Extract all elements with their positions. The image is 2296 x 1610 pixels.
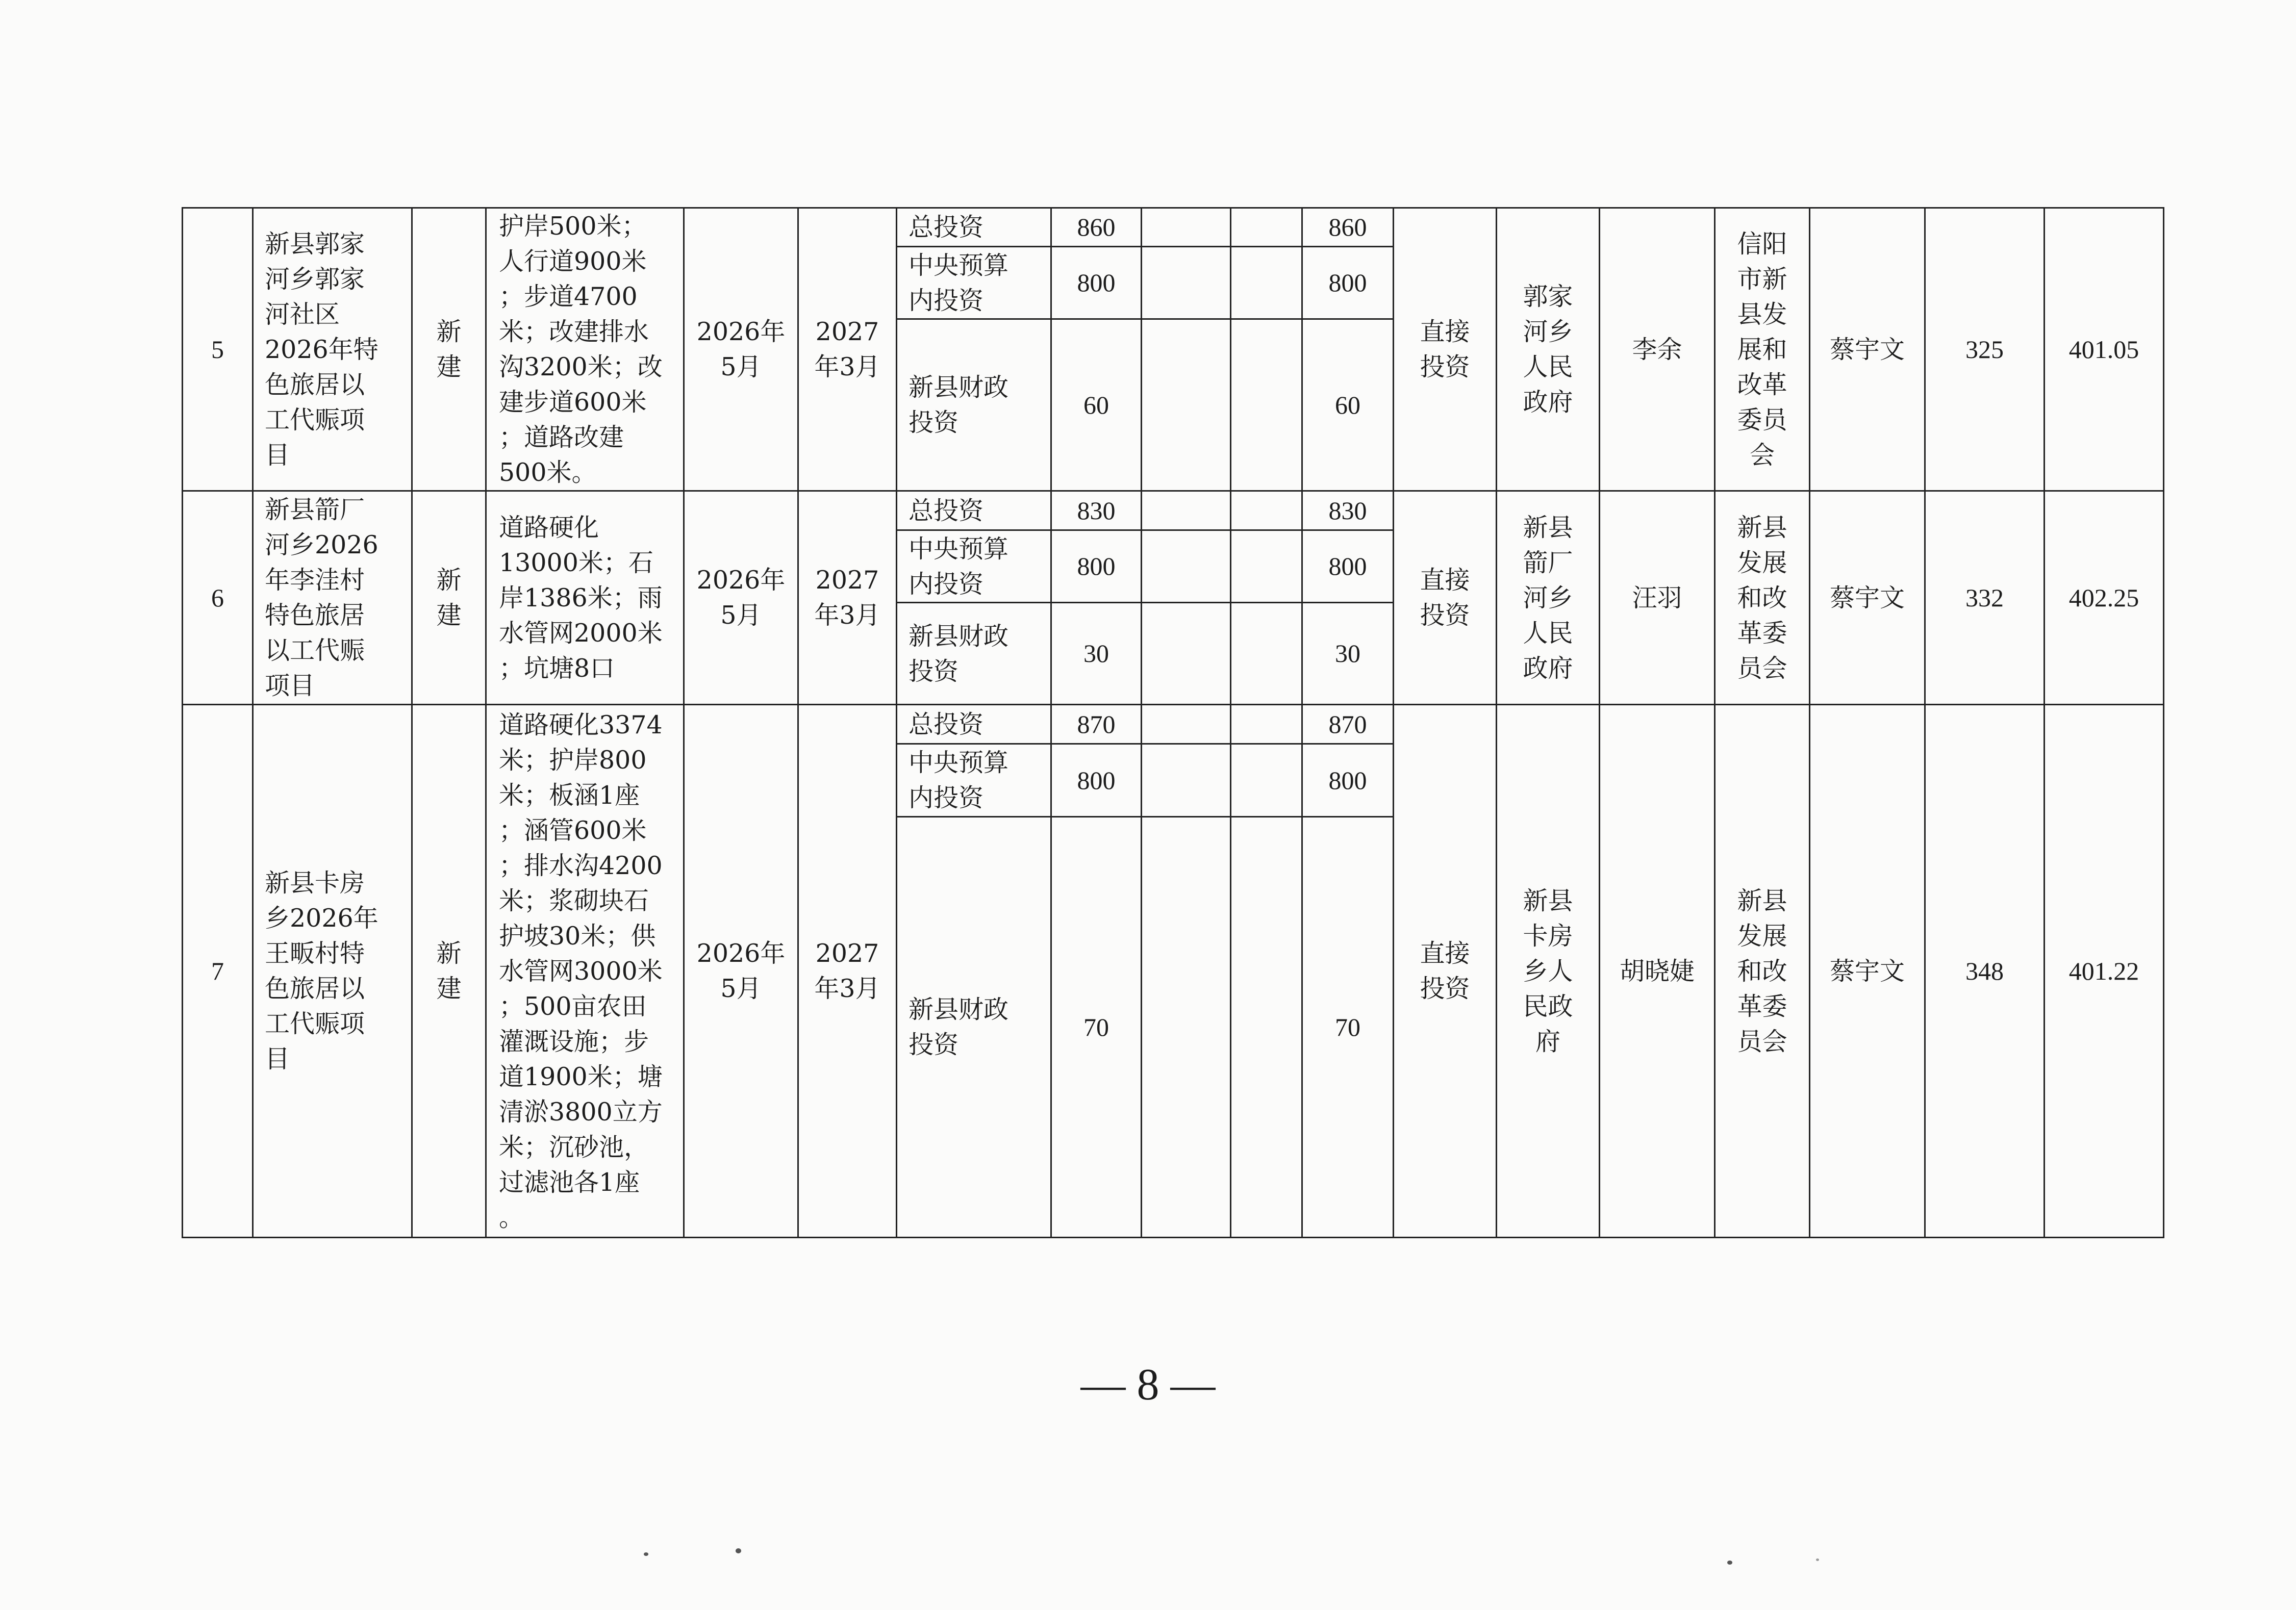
value-b: 401.05 (2045, 208, 2164, 491)
supervising-person: 蔡宇文 (1810, 208, 1925, 491)
fund-value (1142, 208, 1231, 247)
scan-speck (1727, 1561, 1732, 1565)
fund-value (1231, 247, 1302, 319)
fund-value: 30 (1302, 603, 1394, 705)
fund-value (1142, 530, 1231, 603)
fund-value (1142, 817, 1231, 1238)
value-a: 325 (1925, 208, 2045, 491)
table-row (183, 208, 2164, 247)
fund-value: 60 (1051, 319, 1142, 491)
fund-label: 中央预算 内投资 (897, 744, 1051, 817)
fund-value (1142, 491, 1231, 530)
fund-value (1231, 530, 1302, 603)
fund-value (1231, 603, 1302, 705)
scan-speck (644, 1552, 648, 1556)
construction-content: 道路硬化 13000米；石 岸1386米；雨 水管网2000米 ；坑塘8口 (486, 491, 684, 705)
fund-value: 800 (1051, 530, 1142, 603)
fund-value: 70 (1302, 817, 1394, 1238)
construction-type: 新 建 (412, 705, 486, 1238)
fund-label: 中央预算 内投资 (897, 530, 1051, 603)
responsible-person: 汪羽 (1600, 491, 1715, 705)
start-date: 2026年 5月 (684, 705, 798, 1238)
fund-value (1231, 491, 1302, 530)
row-number: 5 (183, 208, 253, 491)
project-name: 新县卡房 乡2026年 王畈村特 色旅居以 工代赈项 目 (253, 705, 412, 1238)
investment-method: 直接 投资 (1394, 491, 1497, 705)
table-row (183, 491, 2164, 530)
end-date: 2027 年3月 (798, 705, 897, 1238)
supervising-unit: 新县 发展 和改 革委 员会 (1715, 705, 1810, 1238)
value-b: 401.22 (2045, 705, 2164, 1238)
implementing-unit: 新县 卡房 乡人 民政 府 (1497, 705, 1600, 1238)
fund-label: 总投资 (897, 491, 1051, 530)
fund-label: 新县财政 投资 (897, 319, 1051, 491)
implementing-unit: 新县 箭厂 河乡 人民 政府 (1497, 491, 1600, 705)
construction-content: 护岸500米； 人行道900米 ；步道4700 米；改建排水 沟3200米；改 建步道600米 ；道路改建 500米。 (486, 208, 684, 491)
fund-value: 800 (1051, 744, 1142, 817)
page-number: — 8 — (1080, 1360, 1216, 1410)
fund-value: 800 (1302, 744, 1394, 817)
implementing-unit: 郭家 河乡 人民 政府 (1497, 208, 1600, 491)
fund-value (1231, 208, 1302, 247)
investment-method: 直接 投资 (1394, 208, 1497, 491)
fund-value (1142, 705, 1231, 744)
fund-value: 830 (1051, 491, 1142, 530)
project-table (182, 207, 2164, 1238)
fund-label: 新县财政 投资 (897, 603, 1051, 705)
construction-content: 道路硬化3374 米；护岸800 米；板涵1座 ；涵管600米 ；排水沟4200 米；浆砌块石 护坡30米；供 水管网3000米 ；500亩农田 灌溉设施；步 道1900米；塘 清淤3800立方 米；沉砂池， 过滤池各1座 。 (486, 705, 684, 1238)
fund-value: 830 (1302, 491, 1394, 530)
project-name: 新县郭家 河乡郭家 河社区 2026年特 色旅居以 工代赈项 目 (253, 208, 412, 491)
start-date: 2026年 5月 (684, 491, 798, 705)
fund-value (1231, 705, 1302, 744)
supervising-person: 蔡宇文 (1810, 491, 1925, 705)
end-date: 2027 年3月 (798, 208, 897, 491)
row-number: 7 (183, 705, 253, 1238)
fund-label: 中央预算 内投资 (897, 247, 1051, 319)
value-a: 348 (1925, 705, 2045, 1238)
end-date: 2027 年3月 (798, 491, 897, 705)
fund-value (1231, 319, 1302, 491)
fund-value (1231, 817, 1302, 1238)
fund-value (1142, 744, 1231, 817)
supervising-person: 蔡宇文 (1810, 705, 1925, 1238)
fund-value (1231, 744, 1302, 817)
value-a: 332 (1925, 491, 2045, 705)
fund-value: 870 (1051, 705, 1142, 744)
fund-value (1142, 603, 1231, 705)
fund-label: 总投资 (897, 705, 1051, 744)
responsible-person: 李余 (1600, 208, 1715, 491)
fund-value: 800 (1051, 247, 1142, 319)
fund-label: 总投资 (897, 208, 1051, 247)
responsible-person: 胡晓婕 (1600, 705, 1715, 1238)
fund-value: 800 (1302, 247, 1394, 319)
construction-type: 新 建 (412, 491, 486, 705)
project-name: 新县箭厂 河乡2026 年李洼村 特色旅居 以工代赈 项目 (253, 491, 412, 705)
construction-type: 新 建 (412, 208, 486, 491)
fund-value: 70 (1051, 817, 1142, 1238)
fund-value: 60 (1302, 319, 1394, 491)
fund-value: 30 (1051, 603, 1142, 705)
fund-value (1142, 319, 1231, 491)
investment-method: 直接 投资 (1394, 705, 1497, 1238)
row-number: 6 (183, 491, 253, 705)
start-date: 2026年 5月 (684, 208, 798, 491)
table-row (183, 705, 2164, 744)
scan-speck (736, 1548, 741, 1553)
fund-value: 860 (1051, 208, 1142, 247)
fund-value: 860 (1302, 208, 1394, 247)
fund-value: 870 (1302, 705, 1394, 744)
supervising-unit: 新县 发展 和改 革委 员会 (1715, 491, 1810, 705)
fund-label: 新县财政 投资 (897, 817, 1051, 1238)
fund-value: 800 (1302, 530, 1394, 603)
value-b: 402.25 (2045, 491, 2164, 705)
supervising-unit: 信阳 市新 县发 展和 改革 委员 会 (1715, 208, 1810, 491)
scan-speck (1816, 1558, 1819, 1561)
fund-value (1142, 247, 1231, 319)
